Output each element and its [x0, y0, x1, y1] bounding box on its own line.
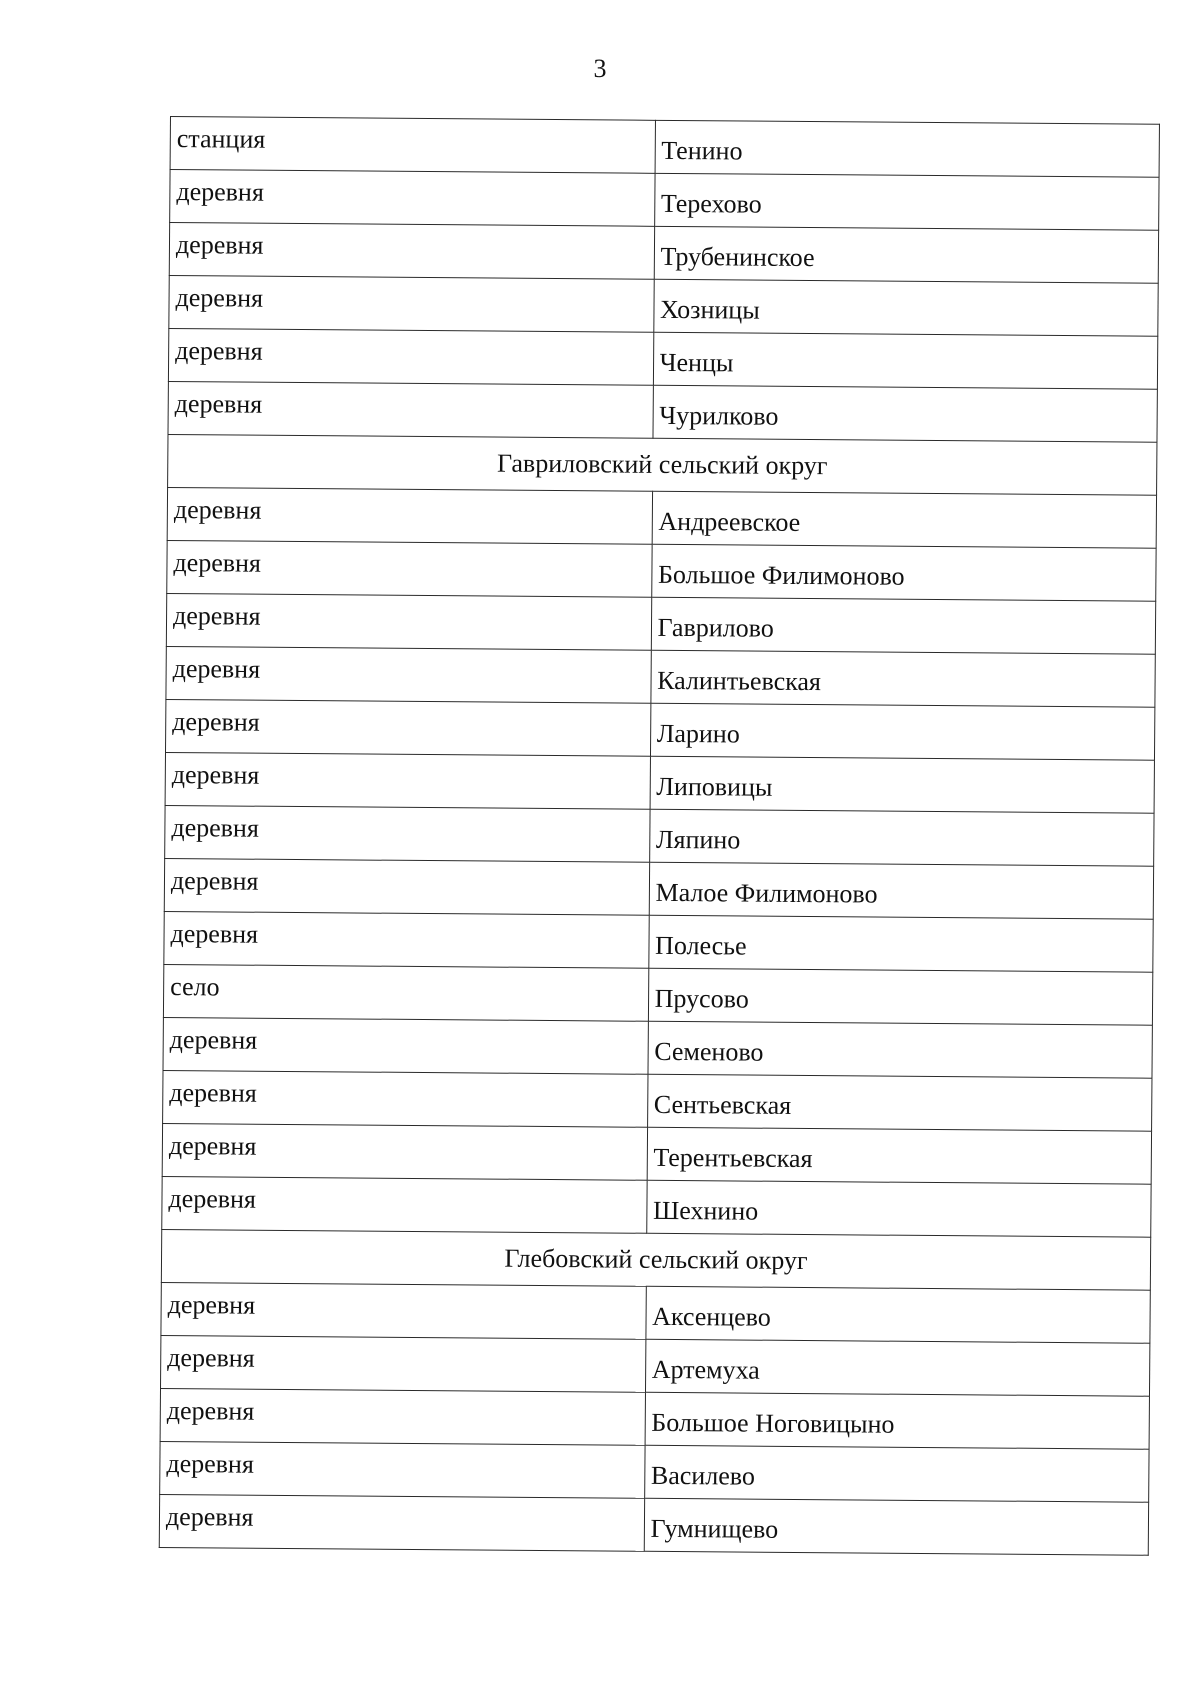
settlement-type-cell: деревня: [159, 1494, 644, 1551]
settlement-name-cell: Калинтьевская: [651, 650, 1156, 707]
settlement-name-cell: Гумнищево: [644, 1498, 1149, 1555]
settlement-name-cell: Малое Филимоново: [649, 862, 1154, 919]
settlement-name-cell: Артемуха: [645, 1339, 1150, 1396]
settlement-name-cell: Шехнино: [646, 1180, 1151, 1237]
table-row: [170, 170, 1159, 231]
settlement-type-cell: деревня: [166, 699, 651, 756]
settlement-name-cell: Большое Ноговицыно: [645, 1392, 1150, 1449]
table-row: [168, 381, 1157, 442]
table-row: [166, 646, 1155, 707]
settlement-type-cell: деревня: [169, 275, 654, 332]
settlement-name-cell: Ларино: [650, 703, 1155, 760]
settlement-type-cell: деревня: [168, 381, 653, 438]
table-row: [169, 223, 1158, 284]
settlement-type-cell: деревня: [161, 1282, 646, 1339]
settlement-type-cell: деревня: [170, 170, 655, 227]
settlement-name-cell: Андреевское: [652, 491, 1157, 548]
settlement-type-cell: деревня: [166, 646, 651, 703]
table-row: [162, 1176, 1151, 1237]
section-title: Глебовский сельский округ: [161, 1229, 1150, 1290]
table-row: [165, 752, 1154, 813]
settlement-type-cell: село: [163, 964, 648, 1021]
section-header-row: [168, 434, 1157, 495]
settlement-type-cell: деревня: [168, 328, 653, 385]
settlement-name-cell: Чурилково: [653, 385, 1158, 442]
table-row: [170, 117, 1159, 178]
settlement-type-cell: деревня: [162, 1123, 647, 1180]
settlement-name-cell: Ляпино: [649, 809, 1154, 866]
settlement-name-cell: Полесье: [648, 915, 1153, 972]
settlement-type-cell: деревня: [165, 805, 650, 862]
settlement-name-cell: Липовицы: [650, 756, 1155, 813]
settlements-table-body: [159, 117, 1159, 1556]
settlement-name-cell: Трубенинское: [654, 226, 1159, 283]
settlement-type-cell: деревня: [163, 1017, 648, 1074]
settlement-name-cell: Василево: [644, 1445, 1149, 1502]
table-row: [161, 1335, 1150, 1396]
settlement-type-cell: деревня: [160, 1388, 645, 1445]
settlement-type-cell: станция: [170, 117, 655, 174]
table-row: [166, 593, 1155, 654]
table-row: [161, 1282, 1150, 1343]
settlement-name-cell: Тенино: [655, 120, 1160, 177]
settlement-name-cell: Терехово: [654, 173, 1159, 230]
settlement-type-cell: деревня: [160, 1441, 645, 1498]
section-title: Гавриловский сельский округ: [168, 434, 1157, 495]
settlement-name-cell: Ченцы: [653, 332, 1158, 389]
table-row: [167, 540, 1156, 601]
table-row: [166, 699, 1155, 760]
settlement-type-cell: деревня: [164, 911, 649, 968]
settlement-type-cell: деревня: [165, 752, 650, 809]
table-row: [167, 487, 1156, 548]
settlement-name-cell: Терентьевская: [647, 1127, 1152, 1184]
settlement-name-cell: Аксенцево: [646, 1286, 1151, 1343]
table-row: [163, 1070, 1152, 1131]
table-row: [163, 964, 1152, 1025]
table-row: [163, 1017, 1152, 1078]
settlement-name-cell: Прусово: [648, 968, 1153, 1025]
table-row: [160, 1441, 1149, 1502]
settlement-name-cell: Сентьевская: [647, 1074, 1152, 1131]
settlement-type-cell: деревня: [163, 1070, 648, 1127]
settlement-name-cell: Хозницы: [653, 279, 1158, 336]
table-row: [169, 275, 1158, 336]
settlement-type-cell: деревня: [164, 858, 649, 915]
settlements-table: [159, 116, 1160, 1556]
section-header-row: [161, 1229, 1150, 1290]
table-row: [164, 911, 1153, 972]
table-row: [162, 1123, 1151, 1184]
settlement-type-cell: деревня: [169, 223, 654, 280]
settlement-name-cell: Большое Филимоново: [651, 544, 1156, 601]
settlement-type-cell: деревня: [167, 487, 652, 544]
settlement-name-cell: Гаврилово: [651, 597, 1156, 654]
table-row: [159, 1494, 1148, 1555]
settlement-name-cell: Семеново: [648, 1021, 1153, 1078]
settlement-type-cell: деревня: [167, 540, 652, 597]
table-row: [168, 328, 1157, 389]
settlement-type-cell: деревня: [162, 1176, 647, 1233]
page-number: 3: [593, 54, 607, 83]
settlement-type-cell: деревня: [166, 593, 651, 650]
settlement-type-cell: деревня: [161, 1335, 646, 1392]
table-row: [160, 1388, 1149, 1449]
table-row: [164, 858, 1153, 919]
table-row: [165, 805, 1154, 866]
